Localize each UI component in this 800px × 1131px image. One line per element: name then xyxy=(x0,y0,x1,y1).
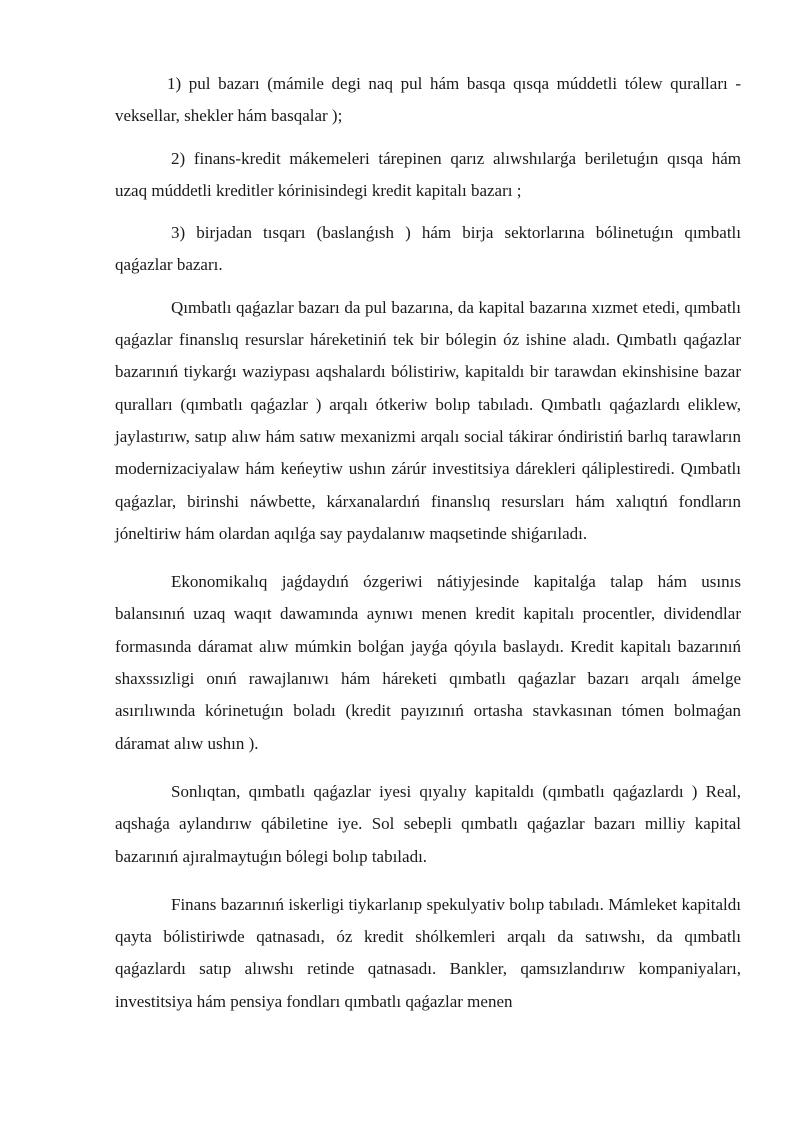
list-item-1: 1) pul bazarı (mámile degi naq pul hám basqa qısqa múddetli tólew quralları - veksellar, shekler hám basqalar ); xyxy=(115,74,741,126)
document-page xyxy=(115,68,741,1034)
list-item-3: 3) birjadan tısqarı (baslanǵısh ) hám birja sektorlarına bólinetuǵın qımbatlı qaǵazlar bazarı. xyxy=(115,223,741,275)
paragraph-3: Sonlıqtan, qımbatlı qaǵazlar iyesi qıyalıy kapitaldı (qımbatlı qaǵazlardı ) Real, aqshaǵa aylandırıw qábiletine iye. Sol sebepli qımbatlı qaǵazlar bazarı milliy kapital bazarınıń ajıralmaytuǵın bólegi bolıp tabıladı. xyxy=(115,781,741,866)
paragraph-4: Finans bazarınıń iskerligi tiykarlanıp spekulyativ bolıp tabıladı. Mámleket kapitaldı qayta bólistiriwde qatnasadı, óz kredit shólkemleri arqalı da satıwshı, da qımbatlı qaǵazlardı satıp alıwshı retinde qatnasadı. Bankler, qamsızlandırıw kompaniyaları, investitsiya hám pensiya fondları qımbatlı qaǵazlar menen xyxy=(115,894,741,1011)
paragraph-1: Qımbatlı qaǵazlar bazarı da pul bazarına, da kapital bazarına xızmet etedi, qımbatlı qaǵazlar finanslıq resurslar háreketiniń tek bir bólegin óz ishine aladı. Qımbatlı qaǵazlar bazarınıń tiykarǵı waziypası aqshalardı bólistiriw, kapitaldı bir tarawdan ekinshisine bazar quralları (qımbatlı qaǵazlar ) arqalı ótkeriw bolıp tabıladı. Qımbatlı qaǵazlardı eliklew, jaylastırıw, satıp alıw hám satıw mexanizmi arqalı social tákirar óndiristiń barlıq tarawların modernizaciyalaw hám keńeytiw ushın zárúr investitsiya dárekleri qáliplestiredi. Qımbatlı qaǵazlar, birinshi náwbette, kárxanalardıń finanslıq resursları hám xalıqtıń fondların jóneltiriw hám olardan aqılǵa say paydalanıw maqsetinde shiǵarıladı. xyxy=(115,297,741,543)
list-item-2: 2) finans-kredit mákemeleri tárepinen qarız alıwshılarǵa beriletuǵın qısqa hám uzaq múddetli kreditler kórinisindegi kredit kapitalı bazarı ; xyxy=(115,148,741,200)
paragraph-2: Ekonomikalıq jaǵdaydıń ózgeriwi nátiyjesinde kapitalǵa talap hám usınıs balansınıń uzaq waqıt dawamında aynıwı menen kredit kapitalı procentler, dividendlar formasında dáramat alıw múmkin bolǵan jayǵa qóyıla baslaydı. Kredit kapitalı bazarınıń shaxssızligi onıń rawajlanıwı hám háreketi qımbatlı qaǵazlar bazarı arqalı ámelge asırılıwında kórinetuǵın boladı (kredit payızınıń ortasha stavkasınan tómen bolmaǵan dáramat alıw ushın ). xyxy=(115,572,741,753)
